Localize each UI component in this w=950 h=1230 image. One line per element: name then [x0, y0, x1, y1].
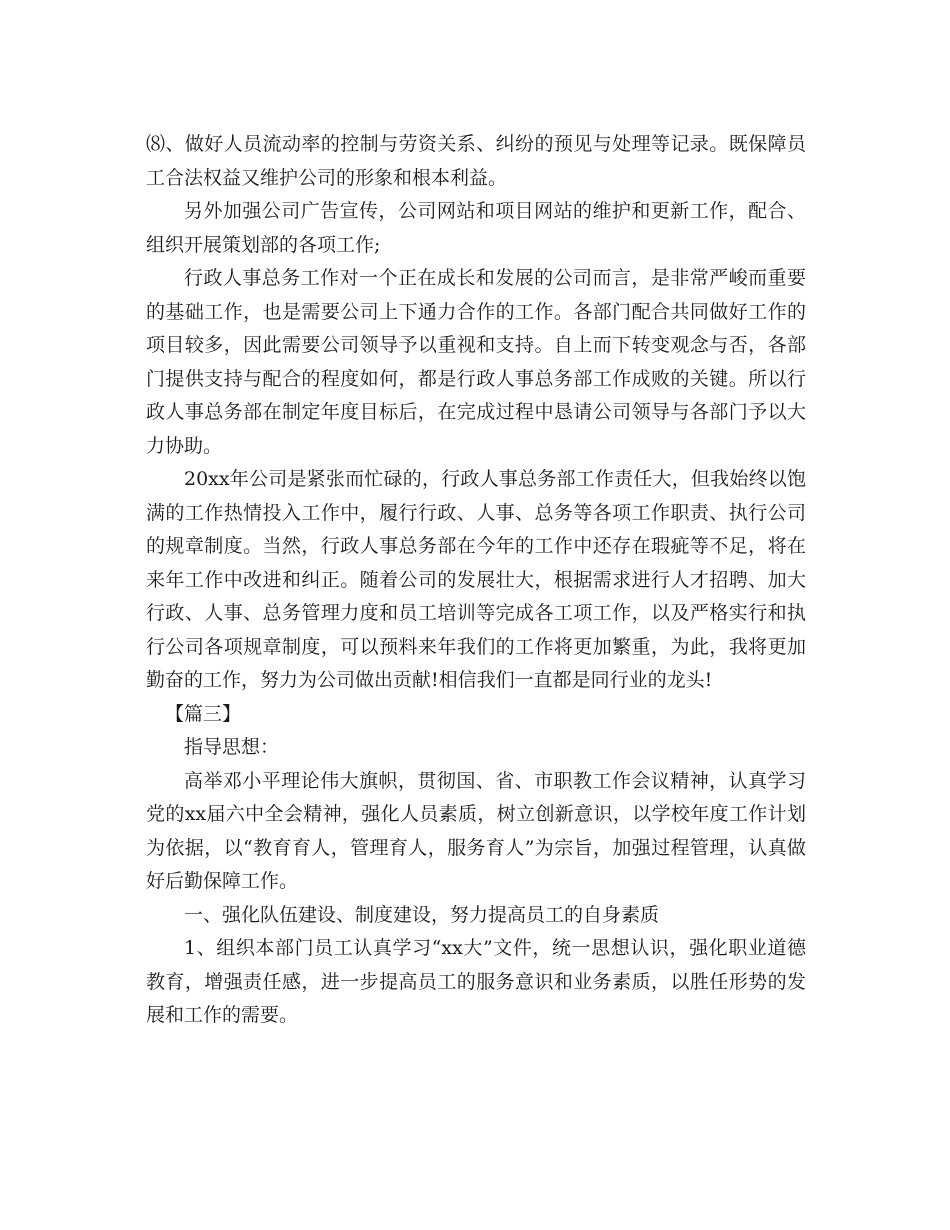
paragraph-1: ⑻、做好人员流动率的控制与劳资关系、纠纷的预见与处理等记录。既保障员工合法权益又维护公司的形象和根本利益。 [146, 133, 806, 189]
document-body [146, 128, 806, 1033]
section-heading: 【篇三】 [165, 702, 242, 725]
paragraph-3: 行政人事总务工作对一个正在成长和发展的公司而言，是非常严峻而重要的基础工作，也是需要公司上下通力合作的工作。各部门配合共同做好工作的项目较多，因此需要公司领导予以重视和支持。自上而下转变观念与否，各部门提供支持与配合的程度如何，都是行政人事总务部工作成败的关键。所以行政人事总务部在制定年度目标后，在完成过程中恳请公司领导与各部门予以大力协助。 [146, 267, 806, 457]
subheading-1: 一、强化队伍建设、制度建设，努力提高员工的自身素质 [184, 903, 660, 926]
paragraph-4: 20xx年公司是紧张而忙碌的，行政人事总务部工作责任大，但我始终以饱满的工作热情投入工作中，履行行政、人事、总务等各项工作职责、执行公司的规章制度。当然，行政人事总务部在今年的工作中还存在瑕疵等不足，将在来年工作中改进和纠正。随着公司的发展壮大，根据需求进行人才招聘、加大行政、人事、总务管理力度和员工培训等完成各工项工作，以及严格实行和执行公司各项规章制度，可以预料来年我们的工作将更加繁重，为此，我将更加勤奋的工作，努力为公司做出贡献!相信我们一直都是同行业的龙头! [146, 468, 806, 691]
paragraph-6: 1、组织本部门员工认真学习“xx大”文件，统一思想认识，强化职业道德教育，增强责任感，进一步提高员工的服务意识和业务素质，以胜任形势的发展和工作的需要。 [146, 937, 806, 1026]
paragraph-5: 高举邓小平理论伟大旗帜，贯彻国、省、市职教工作会议精神，认真学习党的xx届六中全会精神，强化人员素质，树立创新意识，以学校年度工作计划为依据，以“教育育人，管理育人，服务育人”为宗旨，加强过程管理，认真做好后勤保障工作。 [146, 769, 806, 892]
paragraph-2: 另外加强公司广告宣传，公司网站和项目网站的维护和更新工作，配合、组织开展策划部的各项工作; [146, 200, 806, 256]
guiding-idea-label: 指导思想： [184, 736, 280, 758]
